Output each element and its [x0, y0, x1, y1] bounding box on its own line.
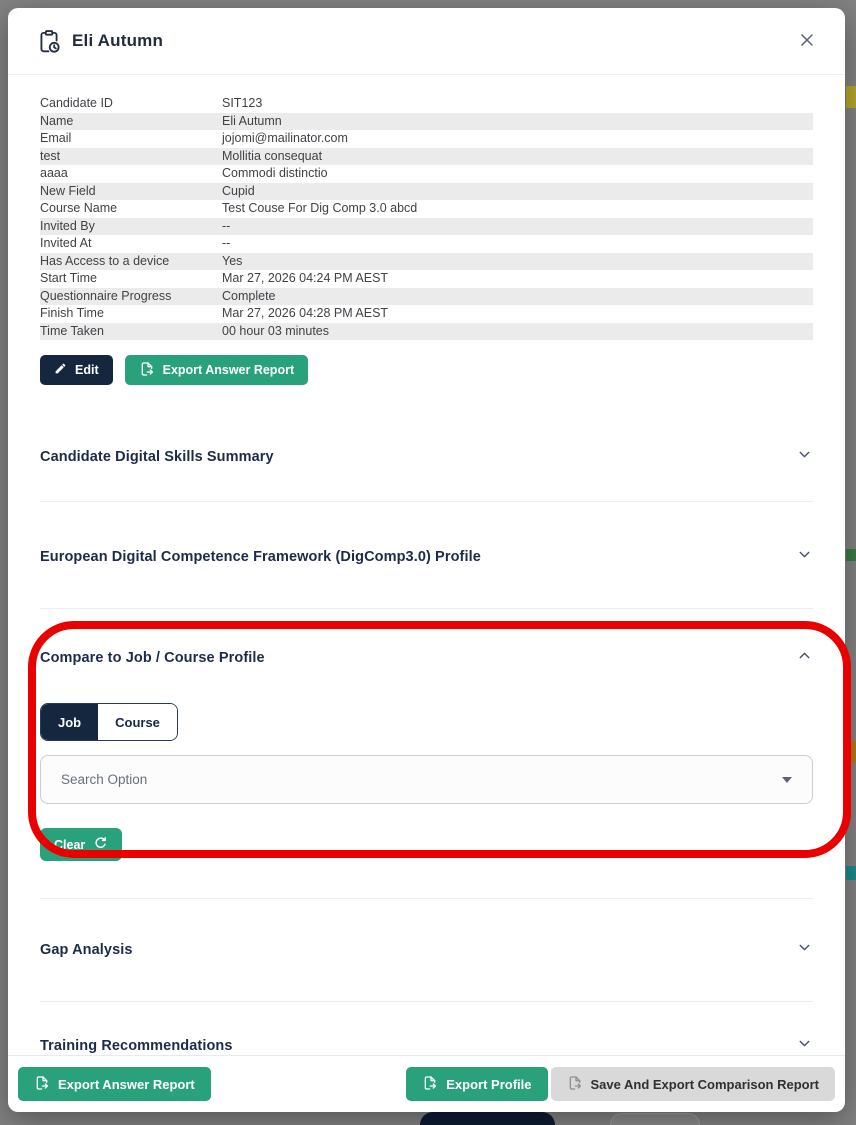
modal-body: [8, 75, 845, 1055]
section-header[interactable]: [40, 446, 813, 468]
detail-row: [40, 305, 813, 323]
detail-value: Test Couse For Dig Comp 3.0 abcd: [222, 201, 418, 215]
backdrop-button-fragment: [420, 1112, 555, 1125]
dropdown-caret-icon: [782, 777, 792, 783]
section-gap-analysis: [40, 899, 813, 1002]
detail-row: [40, 270, 813, 288]
backdrop-fragment: [846, 86, 856, 108]
backdrop-fragment: [846, 741, 856, 763]
action-row: [40, 355, 813, 385]
detail-row: [40, 235, 813, 253]
section-title: Gap Analysis: [40, 942, 133, 958]
footer-export-answer-report-button[interactable]: [18, 1067, 211, 1101]
edit-button[interactable]: [40, 355, 113, 385]
detail-value: Cupid: [222, 183, 255, 198]
detail-value: Yes: [222, 253, 243, 268]
search-option-placeholder: Search Option: [61, 772, 148, 787]
detail-row: [40, 148, 813, 166]
backdrop-fragment: [846, 549, 856, 561]
file-export-icon: [422, 1075, 438, 1094]
detail-label: Email: [40, 131, 72, 145]
pencil-icon: [54, 362, 67, 378]
search-option-dropdown[interactable]: [40, 755, 813, 804]
chevron-up-icon: [796, 647, 813, 669]
detail-label: Name: [40, 113, 74, 128]
toggle-job[interactable]: Job: [41, 704, 98, 740]
section-header[interactable]: [40, 1035, 813, 1055]
detail-label: Invited By: [40, 218, 95, 233]
export-answer-report-button[interactable]: [125, 355, 309, 385]
modal-header: [8, 8, 845, 75]
section-candidate-digital-skills-summary: [40, 446, 813, 502]
detail-label: aaaa: [40, 166, 68, 180]
section-title: Compare to Job / Course Profile: [40, 650, 265, 666]
detail-value: Mar 27, 2026 04:28 PM AEST: [222, 306, 389, 320]
chevron-down-icon: [796, 546, 813, 568]
footer-export-answer-report-label: Export Answer Report: [58, 1076, 195, 1092]
chevron-down-icon: [796, 446, 813, 468]
edit-button-label: Edit: [75, 363, 99, 377]
close-icon: [797, 30, 817, 53]
detail-row: [40, 288, 813, 306]
section-title: Training Recommendations: [40, 1038, 233, 1054]
modal-footer: [8, 1055, 845, 1112]
candidate-details-table: [40, 95, 813, 340]
detail-value: Eli Autumn: [222, 113, 282, 128]
file-export-icon: [139, 361, 155, 380]
detail-row: [40, 323, 813, 341]
toggle-course[interactable]: Course: [98, 704, 177, 740]
backdrop-fragment: [846, 866, 856, 880]
section-title: European Digital Competence Framework (DigComp3.0) Profile: [40, 549, 481, 565]
section-compare-to-job-course-profile: [40, 609, 813, 899]
detail-label: test: [40, 148, 61, 163]
clear-button-label: Clear: [54, 837, 86, 852]
clear-button[interactable]: [40, 828, 122, 861]
detail-row: [40, 253, 813, 271]
section-title: Candidate Digital Skills Summary: [40, 449, 274, 465]
detail-label: Course Name: [40, 201, 118, 215]
section-header[interactable]: [40, 546, 813, 568]
detail-label: Candidate ID: [40, 96, 113, 110]
job-course-toggle: [40, 703, 178, 741]
detail-label: Time Taken: [40, 323, 104, 338]
detail-value: jojomi@mailinator.com: [222, 131, 348, 145]
modal-title: Eli Autumn: [72, 31, 164, 50]
export-profile-label: Export Profile: [446, 1076, 532, 1092]
export-profile-button[interactable]: [406, 1067, 547, 1101]
detail-label: Invited At: [40, 236, 92, 250]
section-header[interactable]: [40, 939, 813, 961]
detail-row: [40, 218, 813, 236]
detail-label: Has Access to a device: [40, 253, 170, 268]
backdrop-button-fragment: [610, 1113, 700, 1125]
detail-value: 00 hour 03 minutes: [222, 323, 330, 338]
detail-value: Complete: [222, 288, 276, 303]
detail-label: Finish Time: [40, 306, 104, 320]
detail-label: Start Time: [40, 271, 97, 285]
detail-row: [40, 130, 813, 148]
candidate-details-modal: [8, 8, 845, 1112]
detail-row: [40, 165, 813, 183]
section-digcomp-profile: [40, 502, 813, 609]
section-training-recommendations: [40, 1002, 813, 1055]
detail-value: SIT123: [222, 96, 263, 110]
save-and-export-comparison-report-button[interactable]: [551, 1067, 836, 1101]
clipboard-clock-icon: [36, 28, 62, 54]
file-export-icon: [34, 1075, 50, 1094]
chevron-down-icon: [796, 939, 813, 961]
close-button[interactable]: [793, 26, 821, 57]
file-export-icon: [567, 1075, 583, 1094]
section-header[interactable]: [40, 647, 813, 669]
detail-value: --: [222, 218, 231, 233]
detail-value: Commodi distinctio: [222, 166, 328, 180]
detail-row: [40, 113, 813, 131]
export-answer-report-label: Export Answer Report: [162, 363, 295, 377]
detail-label: New Field: [40, 183, 96, 198]
refresh-icon: [93, 836, 108, 854]
detail-label: Questionnaire Progress: [40, 288, 172, 303]
detail-value: --: [222, 236, 231, 250]
detail-row: [40, 200, 813, 218]
detail-value: Mar 27, 2026 04:24 PM AEST: [222, 271, 389, 285]
detail-value: Mollitia consequat: [222, 148, 323, 163]
detail-row: [40, 95, 813, 113]
save-and-export-comparison-report-label: Save And Export Comparison Report: [590, 1076, 819, 1092]
detail-row: [40, 183, 813, 201]
chevron-down-icon: [796, 1035, 813, 1055]
